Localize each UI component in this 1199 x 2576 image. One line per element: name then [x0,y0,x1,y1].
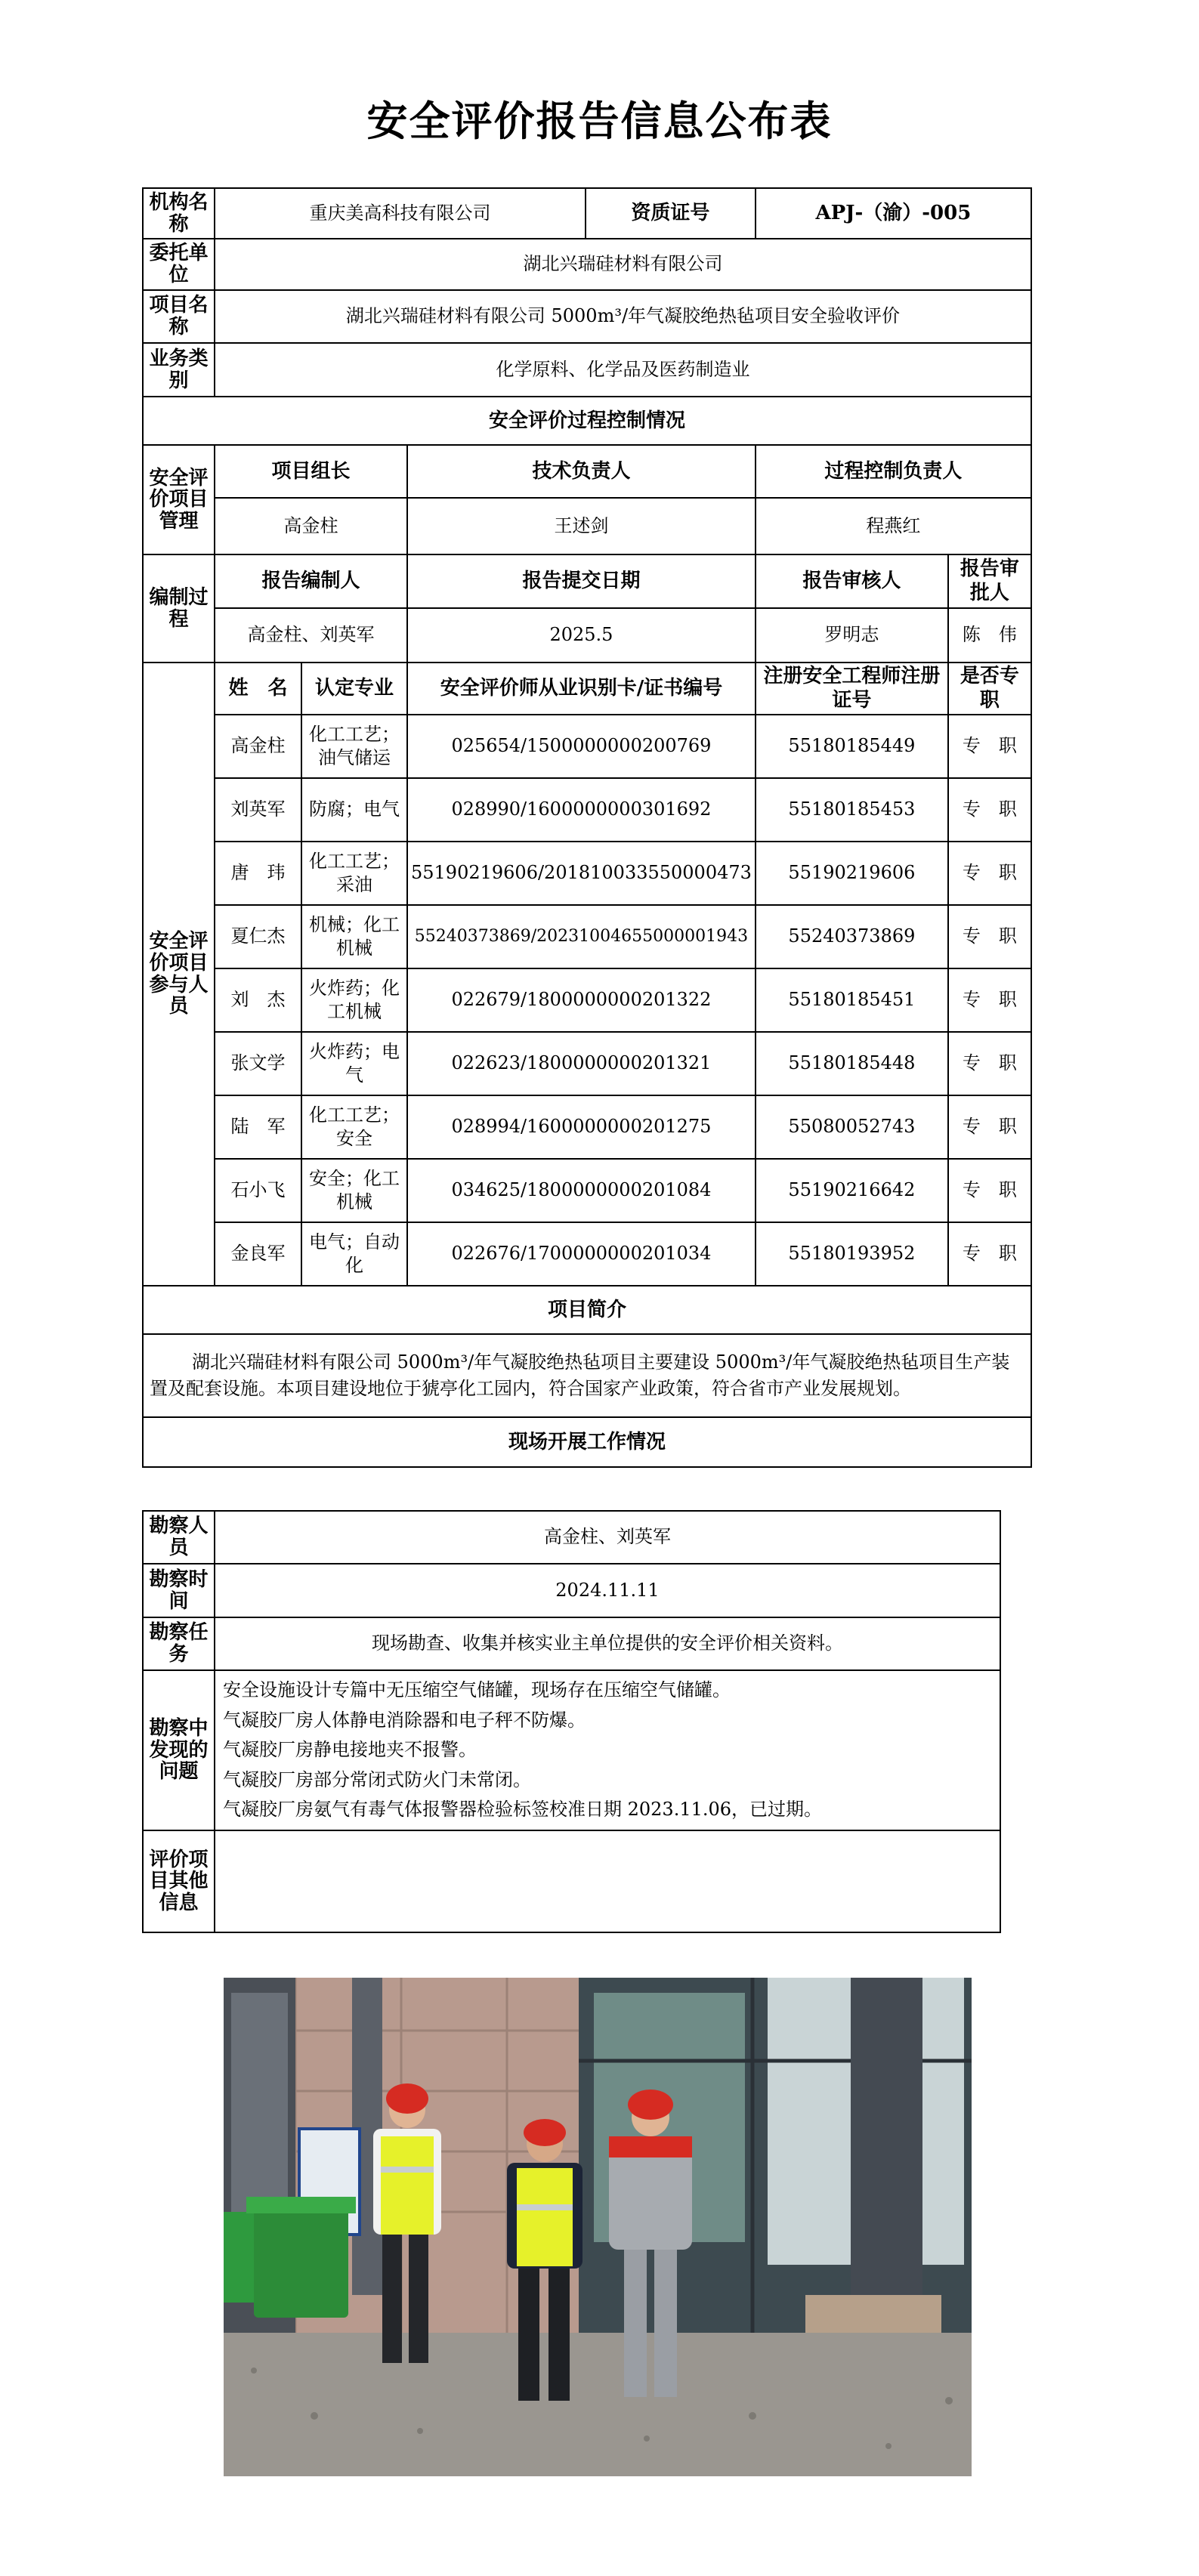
survey-other-value [215,1830,1000,1932]
person-card: 025654/1500000000200769 [407,715,756,778]
person-major: 化工工艺；采油 [301,842,407,905]
person-fulltime: 专 职 [948,778,1031,842]
team-leader-header: 项目组长 [215,445,407,498]
person-name: 唐 玮 [215,842,301,905]
list-item: 气凝胶厂房静电接地夹不报警。 [223,1739,477,1761]
person-reg: 55180185448 [756,1032,948,1095]
person-card: 028990/1600000000301692 [407,778,756,842]
person-name: 高金柱 [215,715,301,778]
list-item: 安全设施设计专篇中无压缩空气储罐，现场存在压缩空气储罐。 [223,1679,731,1700]
person-card: 022679/1800000000201322 [407,968,756,1032]
person-major: 安全；化工机械 [301,1159,407,1222]
person-name: 石小飞 [215,1159,301,1222]
reviewer-value: 罗明志 [756,608,948,663]
person-reg: 55180193952 [756,1222,948,1286]
intro-title: 项目简介 [143,1286,1031,1334]
fulltime-header: 是否专职 [948,663,1031,715]
table-row [143,1032,1031,1095]
info-table [142,187,1032,1468]
person-name: 张文学 [215,1032,301,1095]
person-fulltime: 专 职 [948,1222,1031,1286]
survey-issues-label: 勘察中发现的问题 [143,1670,215,1830]
survey-people-value: 高金柱、刘英军 [215,1511,1000,1564]
person-major: 电气；自动化 [301,1222,407,1286]
person-major: 火炸药；化工机械 [301,968,407,1032]
table-row [143,1159,1031,1222]
person-fulltime: 专 职 [948,1159,1031,1222]
reg-header: 注册安全工程师注册证号 [756,663,948,715]
person-fulltime: 专 职 [948,968,1031,1032]
business-label: 业务类别 [143,343,215,397]
person-card: 022676/1700000000201034 [407,1222,756,1286]
survey-table [142,1510,1001,1933]
table-row [143,842,1031,905]
person-reg: 55180185451 [756,968,948,1032]
page-title: 安全评价报告信息公布表 [366,97,833,145]
survey-people-label: 勘察人员 [143,1511,215,1564]
cert-value: APJ-（渝）-005 [756,188,1031,239]
person-card: 022623/1800000000201321 [407,1032,756,1095]
person-reg: 55190219606 [756,842,948,905]
person-card: 55240373869/20231004655000001943 [407,905,756,968]
list-item: 气凝胶厂房人体静电消除器和电子秤不防爆。 [223,1709,586,1731]
survey-time-value: 2024.11.11 [215,1564,1000,1617]
person-name: 刘 杰 [215,968,301,1032]
intro-text [143,1334,1031,1417]
person-major: 化工工艺；油气储运 [301,715,407,778]
person-major: 防腐；电气 [301,778,407,842]
person-name: 金良军 [215,1222,301,1286]
project-value: 湖北兴瑞硅材料有限公司 5000m³/年气凝胶绝热毡项目安全验收评价 [215,290,1031,343]
submit-date-value: 2025.5 [407,608,756,663]
process-section-title: 安全评价过程控制情况 [143,397,1031,445]
survey-other-label: 评价项目其他信息 [143,1830,215,1932]
list-item: 气凝胶厂房部分常闭式防火门未常闭。 [223,1768,531,1790]
list-item: 气凝胶厂房氨气有毒气体报警器检验标签校准日期 2023.11.06，已过期。 [223,1799,823,1821]
submit-date-header: 报告提交日期 [407,554,756,608]
client-label: 委托单位 [143,239,215,290]
person-reg: 55180185453 [756,778,948,842]
survey-task-label: 勘察任务 [143,1617,215,1670]
process-lead-value: 程燕红 [756,498,1031,554]
survey-task-value: 现场勘查、收集并核实业主单位提供的安全评价相关资料。 [215,1617,1000,1670]
person-major: 机械；化工机械 [301,905,407,968]
person-reg: 55180185449 [756,715,948,778]
process-lead-header: 过程控制负责人 [756,445,1031,498]
table-row [143,1095,1031,1159]
person-fulltime: 专 职 [948,1032,1031,1095]
survey-time-label: 勘察时间 [143,1564,215,1617]
person-reg: 55080052743 [756,1095,948,1159]
person-card: 028994/1600000000201275 [407,1095,756,1159]
person-fulltime: 专 职 [948,715,1031,778]
team-leader-value: 高金柱 [215,498,407,554]
compiler-value: 高金柱、刘英军 [215,608,407,663]
approver-header: 报告审批人 [948,554,1031,608]
person-card: 034625/1800000000201084 [407,1159,756,1222]
table-row [143,1222,1031,1286]
project-label: 项目名称 [143,290,215,343]
intro-body: 湖北兴瑞硅材料有限公司 5000m³/年气凝胶绝热毡项目主要建设 5000m³/年气凝胶绝热毡项目生产装置及配套设施。本项目建设地位于猇亭化工园内，符合国家产业政策，符合省市产业发展规划。 [150,1351,1010,1399]
table-row [143,905,1031,968]
business-value: 化学原料、化学品及医药制造业 [215,343,1031,397]
person-major: 火炸药；电气 [301,1032,407,1095]
tech-lead-header: 技术负责人 [407,445,756,498]
table-row [143,715,1031,778]
person-major: 化工工艺；安全 [301,1095,407,1159]
major-header: 认定专业 [301,663,407,715]
person-name: 陆 军 [215,1095,301,1159]
org-value: 重庆美高科技有限公司 [215,188,586,239]
person-name: 夏仁杰 [215,905,301,968]
site-photo [224,1978,972,2476]
person-fulltime: 专 职 [948,1095,1031,1159]
management-label: 安全评价项目管理 [143,445,215,554]
person-reg: 55240373869 [756,905,948,968]
card-header: 安全评价师从业识别卡/证书编号 [407,663,756,715]
table-row [143,778,1031,842]
table-row [143,968,1031,1032]
org-label: 机构名称 [143,188,215,239]
approver-value: 陈 伟 [948,608,1031,663]
person-reg: 55190216642 [756,1159,948,1222]
compile-label: 编制过程 [143,554,215,663]
person-name: 刘英军 [215,778,301,842]
survey-issues-list [215,1670,1000,1830]
site-section-title: 现场开展工作情况 [143,1417,1031,1467]
person-card: 55190219606/201810033550000473 [407,842,756,905]
tech-lead-value: 王述剑 [407,498,756,554]
reviewer-header: 报告审核人 [756,554,948,608]
person-fulltime: 专 职 [948,905,1031,968]
person-fulltime: 专 职 [948,842,1031,905]
personnel-label: 安全评价项目参与人员 [143,663,215,1286]
compiler-header: 报告编制人 [215,554,407,608]
cert-label: 资质证号 [586,188,756,239]
client-value: 湖北兴瑞硅材料有限公司 [215,239,1031,290]
name-header: 姓 名 [215,663,301,715]
